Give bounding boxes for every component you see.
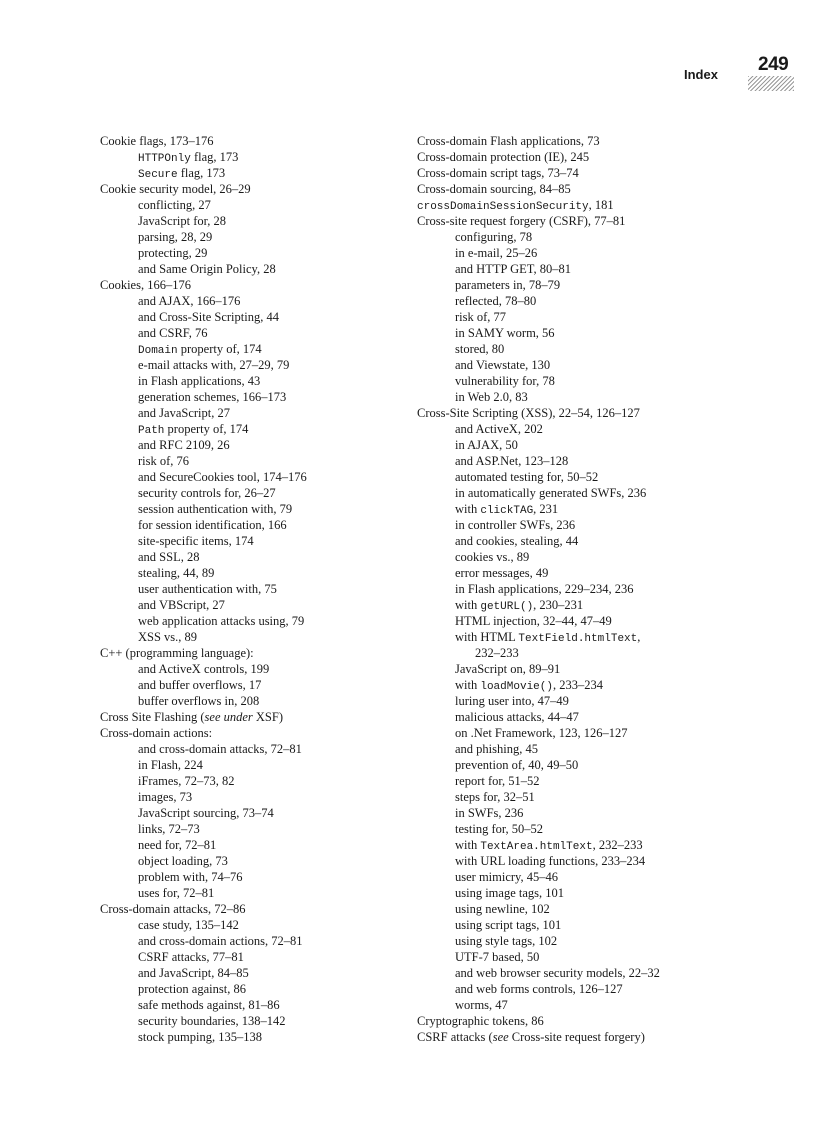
index-subentry bbox=[100, 805, 420, 821]
entry-text: Cross-domain protection (IE), 245 bbox=[417, 150, 590, 164]
index-subentry bbox=[417, 677, 787, 693]
entry-text: malicious attacks, 44–47 bbox=[455, 710, 579, 724]
entry-text: and SSL, 28 bbox=[138, 550, 200, 564]
index-entry bbox=[100, 725, 420, 741]
code-term: Path bbox=[138, 425, 165, 437]
index-subentry bbox=[100, 245, 420, 261]
index-entry bbox=[417, 1029, 787, 1045]
index-subentry bbox=[417, 469, 787, 485]
index-subentry bbox=[100, 869, 420, 885]
entry-text: iFrames, 72–73, 82 bbox=[138, 774, 235, 788]
index-subentry bbox=[100, 853, 420, 869]
entry-text: Cross-domain actions: bbox=[100, 726, 213, 740]
entry-text: and JavaScript, 27 bbox=[138, 406, 230, 420]
entry-text: site-specific items, 174 bbox=[138, 534, 254, 548]
entry-text: in AJAX, 50 bbox=[455, 438, 518, 452]
entry-text: and Cross-Site Scripting, 44 bbox=[138, 310, 279, 324]
index-subentry bbox=[100, 373, 420, 389]
entry-text: and AJAX, 166–176 bbox=[138, 294, 241, 308]
index-subentry bbox=[100, 469, 420, 485]
index-subentry bbox=[417, 965, 787, 981]
entry-text: luring user into, 47–49 bbox=[455, 694, 569, 708]
index-subentry bbox=[100, 405, 420, 421]
entry-text: with bbox=[455, 598, 481, 612]
index-subentry bbox=[100, 213, 420, 229]
index-subentry bbox=[100, 421, 420, 437]
index-entry bbox=[100, 645, 420, 661]
entry-text: user authentication with, 75 bbox=[138, 582, 277, 596]
entry-text: flag, 173 bbox=[190, 150, 239, 164]
entry-text: links, 72–73 bbox=[138, 822, 200, 836]
page-number: 249 bbox=[758, 54, 789, 75]
index-subentry bbox=[417, 629, 787, 645]
index-subentry bbox=[417, 757, 787, 773]
index-subentry bbox=[100, 821, 420, 837]
index-subentry bbox=[417, 709, 787, 725]
entry-text: and web browser security models, 22–32 bbox=[455, 966, 660, 980]
entry-text: vulnerability for, 78 bbox=[455, 374, 555, 388]
index-subentry bbox=[100, 149, 420, 165]
entry-text: , bbox=[637, 630, 641, 644]
entry-text: on .Net Framework, 123, 126–127 bbox=[455, 726, 628, 740]
entry-text: and phishing, 45 bbox=[455, 742, 538, 756]
entry-text: property of, 174 bbox=[164, 422, 249, 436]
index-column-left bbox=[100, 133, 420, 1045]
index-subentry bbox=[100, 741, 420, 757]
index-subentry bbox=[100, 357, 420, 373]
index-subentry bbox=[100, 389, 420, 405]
index-subentry bbox=[100, 677, 420, 693]
index-subentry bbox=[100, 981, 420, 997]
index-subentry bbox=[100, 325, 420, 341]
entry-text: Cookie security model, 26–29 bbox=[100, 182, 251, 196]
entry-text: reflected, 78–80 bbox=[455, 294, 537, 308]
entry-text: and ASP.Net, 123–128 bbox=[455, 454, 569, 468]
entry-text: and Same Origin Policy, 28 bbox=[138, 262, 276, 276]
index-subentry bbox=[100, 1029, 420, 1045]
index-subentry bbox=[100, 453, 420, 469]
entry-text: JavaScript for, 28 bbox=[138, 214, 227, 228]
entry-text: report for, 51–52 bbox=[455, 774, 540, 788]
index-subentry bbox=[100, 661, 420, 677]
index-entry bbox=[417, 181, 787, 197]
index-subentry bbox=[417, 373, 787, 389]
index-subentry bbox=[417, 885, 787, 901]
index-subentry bbox=[100, 693, 420, 709]
entry-text: stored, 80 bbox=[455, 342, 505, 356]
index-subentry bbox=[100, 165, 420, 181]
entry-text: Cross-domain Flash applications, 73 bbox=[417, 134, 600, 148]
entry-text: , 233–234 bbox=[552, 678, 603, 692]
index-subentry bbox=[417, 581, 787, 597]
entry-text: stealing, 44, 89 bbox=[138, 566, 215, 580]
entry-text: buffer overflows in, 208 bbox=[138, 694, 260, 708]
entry-text: protecting, 29 bbox=[138, 246, 208, 260]
code-term: loadMovie() bbox=[480, 681, 553, 693]
entry-text: , 231 bbox=[533, 502, 559, 516]
entry-text: with bbox=[455, 838, 481, 852]
entry-text: Cross-domain sourcing, 84–85 bbox=[417, 182, 571, 196]
index-subentry bbox=[417, 645, 787, 661]
index-subentry bbox=[100, 197, 420, 213]
entry-text: in SAMY worm, 56 bbox=[455, 326, 555, 340]
entry-text: C++ (programming language): bbox=[100, 646, 254, 660]
entry-text: images, 73 bbox=[138, 790, 193, 804]
entry-text: with URL loading functions, 233–234 bbox=[455, 854, 646, 868]
entry-text: security boundaries, 138–142 bbox=[138, 1014, 286, 1028]
index-subentry bbox=[417, 453, 787, 469]
entry-text: UTF-7 based, 50 bbox=[455, 950, 540, 964]
entry-text: and CSRF, 76 bbox=[138, 326, 208, 340]
entry-text: risk of, 76 bbox=[138, 454, 190, 468]
index-subentry bbox=[417, 229, 787, 245]
entry-text: and web forms controls, 126–127 bbox=[455, 982, 623, 996]
entry-text: generation schemes, 166–173 bbox=[138, 390, 287, 404]
entry-text: and ActiveX controls, 199 bbox=[138, 662, 270, 676]
index-entry bbox=[417, 405, 787, 421]
index-subentry bbox=[100, 613, 420, 629]
index-subentry bbox=[417, 853, 787, 869]
index-subentry bbox=[417, 613, 787, 629]
code-term: crossDomainSessionSecurity bbox=[417, 201, 589, 213]
index-subentry bbox=[417, 501, 787, 517]
index-entry bbox=[417, 133, 787, 149]
entry-text: stock pumping, 135–138 bbox=[138, 1030, 262, 1044]
entry-text: object loading, 73 bbox=[138, 854, 228, 868]
entry-text: in automatically generated SWFs, 236 bbox=[455, 486, 647, 500]
entry-text: with bbox=[455, 502, 481, 516]
code-term: Secure bbox=[138, 169, 178, 181]
index-column-right bbox=[417, 133, 787, 1045]
entry-text: automated testing for, 50–52 bbox=[455, 470, 599, 484]
index-subentry bbox=[100, 949, 420, 965]
entry-text: and VBScript, 27 bbox=[138, 598, 225, 612]
code-term: TextArea.htmlText bbox=[480, 841, 593, 853]
entry-text: Cross Site Flashing ( bbox=[100, 710, 205, 724]
entry-text: Cross-Site Scripting (XSS), 22–54, 126–127 bbox=[417, 406, 640, 420]
index-subentry bbox=[417, 789, 787, 805]
code-term: HTTPOnly bbox=[138, 153, 191, 165]
entry-text: and buffer overflows, 17 bbox=[138, 678, 262, 692]
entry-text: uses for, 72–81 bbox=[138, 886, 215, 900]
entry-text: Cross-domain script tags, 73–74 bbox=[417, 166, 579, 180]
entry-text: XSF) bbox=[252, 710, 283, 724]
index-subentry bbox=[417, 277, 787, 293]
entry-text: JavaScript on, 89–91 bbox=[455, 662, 561, 676]
entry-text: web application attacks using, 79 bbox=[138, 614, 305, 628]
index-entry bbox=[417, 197, 787, 213]
index-subentry bbox=[100, 581, 420, 597]
index-subentry bbox=[417, 437, 787, 453]
entry-text: , 232–233 bbox=[592, 838, 643, 852]
index-subentry bbox=[417, 565, 787, 581]
index-subentry bbox=[100, 885, 420, 901]
entry-text: parameters in, 78–79 bbox=[455, 278, 561, 292]
code-term: Domain bbox=[138, 345, 178, 357]
entry-text: 232–233 bbox=[475, 646, 519, 660]
index-subentry bbox=[417, 821, 787, 837]
index-entry bbox=[417, 149, 787, 165]
index-subentry bbox=[100, 229, 420, 245]
index-subentry bbox=[417, 309, 787, 325]
index-entry bbox=[100, 133, 420, 149]
entry-text: user mimicry, 45–46 bbox=[455, 870, 558, 884]
index-subentry bbox=[417, 357, 787, 373]
index-subentry bbox=[417, 805, 787, 821]
index-subentry bbox=[417, 933, 787, 949]
code-term: clickTAG bbox=[480, 505, 534, 517]
entry-text: and HTTP GET, 80–81 bbox=[455, 262, 571, 276]
index-subentry bbox=[100, 997, 420, 1013]
index-subentry bbox=[100, 965, 420, 981]
index-subentry bbox=[417, 741, 787, 757]
entry-text: in Flash, 224 bbox=[138, 758, 203, 772]
entry-text: HTML injection, 32–44, 47–49 bbox=[455, 614, 612, 628]
index-subentry bbox=[417, 245, 787, 261]
index-subentry bbox=[100, 437, 420, 453]
index-subentry bbox=[417, 837, 787, 853]
page-number-decoration bbox=[748, 76, 794, 91]
entry-text: in Flash applications, 229–234, 236 bbox=[455, 582, 634, 596]
index-subentry bbox=[417, 517, 787, 533]
running-header-title: Index bbox=[684, 67, 718, 82]
entry-text: problem with, 74–76 bbox=[138, 870, 243, 884]
index-subentry bbox=[417, 997, 787, 1013]
entry-text: parsing, 28, 29 bbox=[138, 230, 213, 244]
entry-text: and JavaScript, 84–85 bbox=[138, 966, 249, 980]
index-subentry bbox=[100, 629, 420, 645]
entry-text: configuring, 78 bbox=[455, 230, 533, 244]
index-subentry bbox=[100, 597, 420, 613]
index-entry bbox=[417, 1013, 787, 1029]
entry-text: XSS vs., 89 bbox=[138, 630, 198, 644]
entry-text: using image tags, 101 bbox=[455, 886, 565, 900]
entry-text: Cookie flags, 173–176 bbox=[100, 134, 214, 148]
entry-text: e-mail attacks with, 27–29, 79 bbox=[138, 358, 290, 372]
entry-text: in SWFs, 236 bbox=[455, 806, 524, 820]
index-entry bbox=[100, 277, 420, 293]
index-entry bbox=[100, 901, 420, 917]
entry-text: worms, 47 bbox=[455, 998, 508, 1012]
entry-text: with HTML bbox=[455, 630, 519, 644]
entry-text: , 181 bbox=[588, 198, 614, 212]
index-subentry bbox=[100, 549, 420, 565]
index-subentry bbox=[100, 517, 420, 533]
entry-text: in Flash applications, 43 bbox=[138, 374, 261, 388]
index-subentry bbox=[417, 421, 787, 437]
entry-text: Cross-domain attacks, 72–86 bbox=[100, 902, 246, 916]
entry-text: conflicting, 27 bbox=[138, 198, 211, 212]
entry-text: Cryptographic tokens, 86 bbox=[417, 1014, 544, 1028]
index-subentry bbox=[100, 293, 420, 309]
entry-text: and Viewstate, 130 bbox=[455, 358, 551, 372]
entry-text: and ActiveX, 202 bbox=[455, 422, 543, 436]
index-subentry bbox=[100, 757, 420, 773]
entry-text: session authentication with, 79 bbox=[138, 502, 293, 516]
entry-text: using newline, 102 bbox=[455, 902, 550, 916]
entry-text: and SecureCookies tool, 174–176 bbox=[138, 470, 307, 484]
entry-text: in controller SWFs, 236 bbox=[455, 518, 576, 532]
index-subentry bbox=[417, 901, 787, 917]
index-subentry bbox=[100, 565, 420, 581]
entry-text: cookies vs., 89 bbox=[455, 550, 530, 564]
entry-text: risk of, 77 bbox=[455, 310, 507, 324]
entry-text: steps for, 32–51 bbox=[455, 790, 535, 804]
entry-text: security controls for, 26–27 bbox=[138, 486, 276, 500]
entry-text: in Web 2.0, 83 bbox=[455, 390, 528, 404]
entry-text: using script tags, 101 bbox=[455, 918, 562, 932]
index-subentry bbox=[100, 341, 420, 357]
entry-text: prevention of, 40, 49–50 bbox=[455, 758, 579, 772]
index-subentry bbox=[100, 837, 420, 853]
entry-text: protection against, 86 bbox=[138, 982, 246, 996]
index-subentry bbox=[417, 661, 787, 677]
entry-text: Cross-site request forgery (CSRF), 77–81 bbox=[417, 214, 626, 228]
entry-text: Cross-site request forgery) bbox=[508, 1030, 645, 1044]
index-subentry bbox=[417, 773, 787, 789]
index-subentry bbox=[417, 949, 787, 965]
index-entry bbox=[100, 709, 420, 725]
index-subentry bbox=[417, 261, 787, 277]
index-subentry bbox=[417, 341, 787, 357]
code-term: TextField.htmlText bbox=[518, 633, 638, 645]
index-subentry bbox=[417, 549, 787, 565]
entry-text: and cookies, stealing, 44 bbox=[455, 534, 579, 548]
index-subentry bbox=[100, 309, 420, 325]
index-subentry bbox=[100, 261, 420, 277]
index-subentry bbox=[417, 693, 787, 709]
index-subentry bbox=[100, 1013, 420, 1029]
entry-text: and RFC 2109, 26 bbox=[138, 438, 230, 452]
entry-text: for session identification, 166 bbox=[138, 518, 287, 532]
entry-text: and cross-domain attacks, 72–81 bbox=[138, 742, 302, 756]
entry-text: testing for, 50–52 bbox=[455, 822, 544, 836]
index-subentry bbox=[100, 773, 420, 789]
index-subentry bbox=[417, 325, 787, 341]
entry-text: CSRF attacks, 77–81 bbox=[138, 950, 244, 964]
entry-text: flag, 173 bbox=[177, 166, 226, 180]
code-term: getURL() bbox=[480, 601, 534, 613]
index-subentry bbox=[417, 389, 787, 405]
cross-reference-text: see under bbox=[204, 710, 253, 724]
index-subentry bbox=[100, 933, 420, 949]
entry-text: Cookies, 166–176 bbox=[100, 278, 191, 292]
index-subentry bbox=[417, 533, 787, 549]
index-subentry bbox=[417, 725, 787, 741]
index-subentry bbox=[100, 533, 420, 549]
index-entry bbox=[417, 213, 787, 229]
entry-text: with bbox=[455, 678, 481, 692]
index-subentry bbox=[417, 981, 787, 997]
index-entry bbox=[100, 181, 420, 197]
entry-text: and cross-domain actions, 72–81 bbox=[138, 934, 303, 948]
entry-text: safe methods against, 81–86 bbox=[138, 998, 280, 1012]
index-subentry bbox=[100, 789, 420, 805]
index-subentry bbox=[417, 293, 787, 309]
entry-text: CSRF attacks ( bbox=[417, 1030, 493, 1044]
index-subentry bbox=[100, 501, 420, 517]
entry-text: case study, 135–142 bbox=[138, 918, 239, 932]
index-entry bbox=[417, 165, 787, 181]
index-subentry bbox=[100, 485, 420, 501]
entry-text: using style tags, 102 bbox=[455, 934, 558, 948]
entry-text: JavaScript sourcing, 73–74 bbox=[138, 806, 274, 820]
entry-text: , 230–231 bbox=[533, 598, 584, 612]
entry-text: error messages, 49 bbox=[455, 566, 549, 580]
index-subentry bbox=[417, 917, 787, 933]
index-subentry bbox=[417, 597, 787, 613]
index-subentry bbox=[417, 869, 787, 885]
index-subentry bbox=[417, 485, 787, 501]
entry-text: property of, 174 bbox=[177, 342, 262, 356]
entry-text: in e-mail, 25–26 bbox=[455, 246, 538, 260]
index-subentry bbox=[100, 917, 420, 933]
cross-reference-text: see bbox=[492, 1030, 509, 1044]
entry-text: need for, 72–81 bbox=[138, 838, 217, 852]
